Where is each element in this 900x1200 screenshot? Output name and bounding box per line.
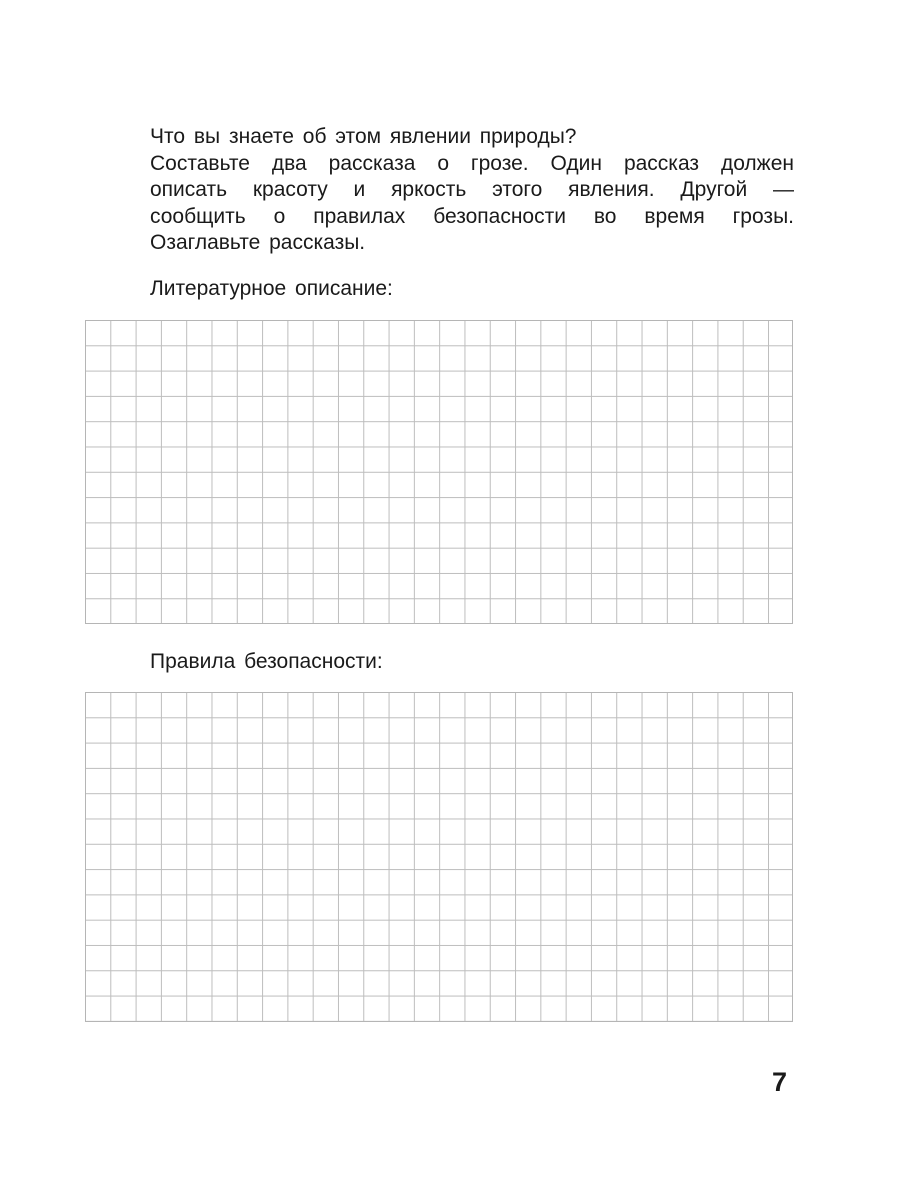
task-line: Что вы знаете об этом явлении природы?: [150, 125, 577, 148]
literary-description-label: Литературное описание:: [150, 277, 393, 300]
task-line: Озаглавьте рассказы.: [150, 231, 366, 254]
literary-description-writing-grid[interactable]: [85, 320, 793, 624]
safety-rules-label: Правила безопасности:: [150, 650, 383, 673]
task-instructions: [150, 124, 794, 257]
safety-rules-writing-grid[interactable]: [85, 692, 793, 1022]
task-line: Составьте два рассказа о грозе. Один рассказ должен: [150, 151, 794, 175]
task-line: сообщить о правилах безопасности во время грозы.: [150, 204, 794, 228]
page-number: 7: [772, 1067, 788, 1097]
task-line: описать красоту и яркость этого явления. Другой —: [150, 178, 794, 201]
